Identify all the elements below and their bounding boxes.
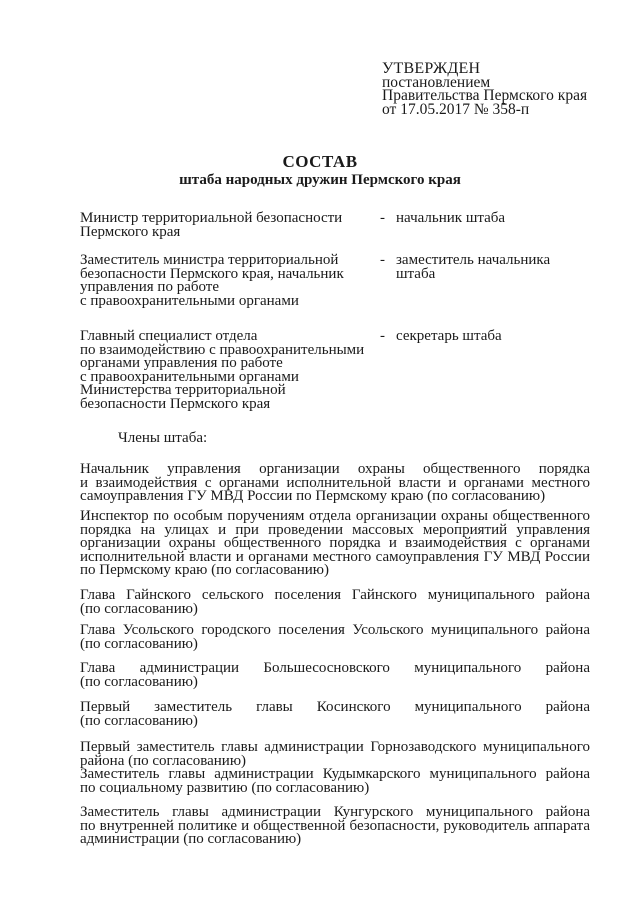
member-entry: Начальник управления организации охраны общественного порядка и взаимодействия с органами исполнительной власти и органами местного самоуправления ГУ МВД России по Пермскому краю (по согласованию) [80,461,590,505]
document-subtitle: штаба народных дружин Пермского края [179,172,461,188]
member-entry: Инспектор по особым поручениям отдела организации охраны общественного порядка на улицах и при проведении массовых мероприятий управления организации охраны общественного порядка и взаимодействия с органами исполнительной власти и органами местного самоуправления ГУ МВД России по Пермскому краю (по согласованию) [80,508,590,579]
member-entry: Первый заместитель главы Косинского муниципального района (по согласованию) [80,699,590,729]
role-dash: - [380,328,385,344]
leader-position: Заместитель министра территориальной безопасности Пермского края, начальник управления по работе с правоохранительными органами [80,252,344,309]
member-entry: Заместитель главы администрации Кудымкарского муниципального района по социальному развитию (по согласованию) [80,766,590,796]
member-entry: Заместитель главы администрации Кунгурского муниципального района по внутренней политике и общественной безопасности, руководитель аппарата администрации (по согласованию) [80,804,590,848]
approval-line: Правительства Пермского края [382,87,588,104]
approval-line: постановлением [382,73,491,91]
approval-heading: УТВЕРЖДЕН [382,60,481,77]
leader-position: Главный специалист отдела по взаимодействию с правоохранительными органами управления по работе с правоохранительными органами Министерства территориальной безопасности Пермского края [80,328,365,412]
members-heading: Члены штаба: [118,430,208,446]
approval-stamp [382,62,587,116]
member-entry: Первый заместитель главы администрации Горнозаводского муниципального района (по согласованию) [80,739,590,769]
leader-role: - секретарь штаба [380,328,502,344]
leader-role: - заместитель начальника штаба [380,252,551,282]
role-dash: - [380,252,385,268]
approval-line: от 17.05.2017 № 358-п [382,100,530,118]
document-title: СОСТАВ [282,152,358,171]
leader-role: - начальник штаба [380,210,506,226]
member-entry: Глава администрации Большесосновского муниципального района (по согласованию) [80,660,590,690]
member-entry: Глава Гайнского сельского поселения Гайнского муниципального района (по согласованию) [80,587,590,617]
role-dash: - [380,210,385,226]
member-entry: Глава Усольского городского поселения Усольского муниципального района (по согласованию) [80,622,590,652]
leader-position: Министр территориальной безопасности Пермского края [80,210,343,240]
